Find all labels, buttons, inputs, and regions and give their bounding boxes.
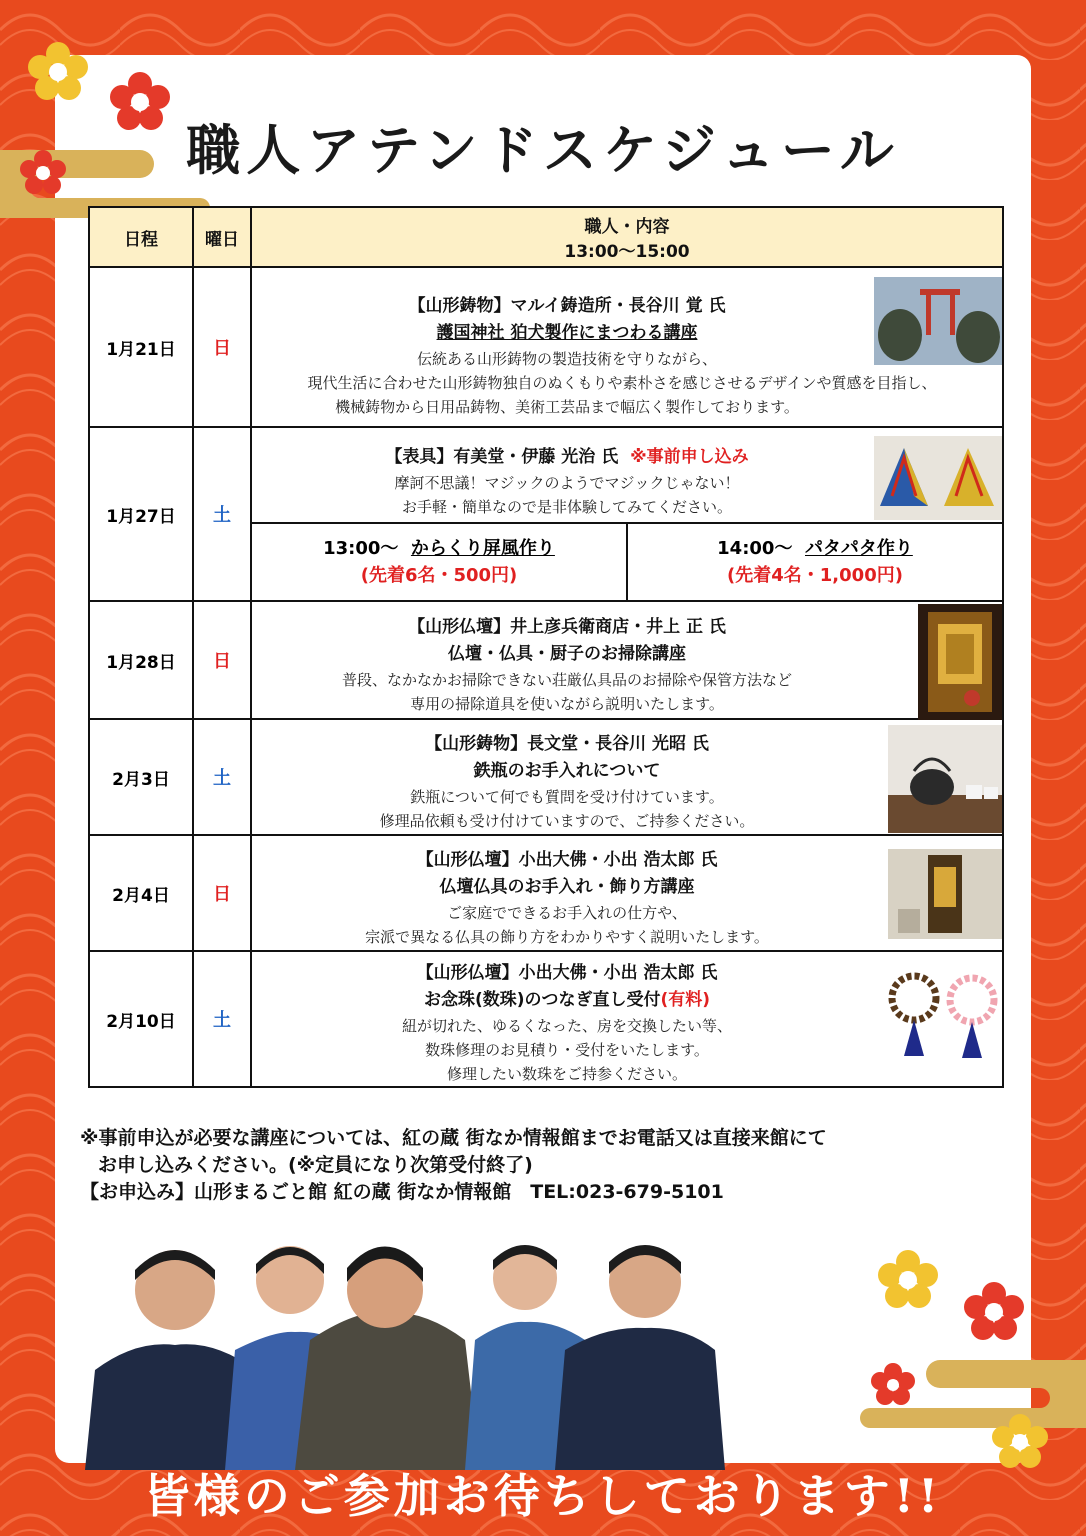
row-line: 宗派で異なる仏具の飾り方をわかりやすく説明いたします。	[365, 928, 769, 946]
craftsmen-group-photo	[85, 1230, 745, 1470]
header-date: 日程	[89, 207, 193, 267]
row-date: 1月28日	[89, 601, 193, 719]
row-date: 2月4日	[89, 835, 193, 951]
page-title: 職人アテンドスケジュール	[186, 118, 900, 182]
note-line: お申し込みください。(※定員になり次第受付終了)	[98, 1154, 533, 1176]
flower-icon	[876, 1248, 940, 1312]
row-date: 1月21日	[89, 267, 193, 427]
butsudan-photo	[918, 604, 1002, 720]
row-day: 日	[193, 267, 251, 427]
row-heading: 【山形鋳物】長文堂・長谷川 光昭 氏	[425, 734, 709, 754]
row-subtitle: 護国神社 狛犬製作にまつわる講座	[436, 323, 698, 343]
session-capacity: (先着4名・1,000円)	[727, 565, 903, 586]
session-name: からくり屏風作り	[410, 538, 555, 559]
row-line: 数珠修理のお見積り・受付をいたします。	[425, 1041, 709, 1059]
row-content	[251, 835, 1003, 951]
row-line: 機械鋳物から日用品鋳物、美術工芸品まで幅広く製作しております。	[335, 398, 799, 416]
table-row	[89, 601, 1003, 719]
row-line: 修理したい数珠をご持参ください。	[446, 1065, 687, 1083]
row-day: 日	[193, 601, 251, 719]
header-content-title: 職人・内容	[584, 217, 670, 237]
altar-photo	[888, 849, 1002, 939]
flower-icon	[870, 1362, 916, 1408]
notes-block	[80, 1125, 1040, 1206]
row-day: 日	[193, 835, 251, 951]
folding-screen-photo	[874, 436, 1002, 520]
session-capacity: (先着6名・500円)	[360, 565, 518, 586]
row-line: お手軽・簡単なので是非体験してみてください。	[401, 497, 732, 516]
reservation-note: ※事前申し込み	[630, 446, 749, 467]
komainu-photo	[874, 277, 1002, 365]
session-name: パタパタ作り	[805, 538, 913, 559]
header-content	[251, 207, 1003, 267]
table-row	[89, 427, 1003, 523]
row-subtitle: 仏壇仏具のお手入れ・飾り方講座	[439, 877, 695, 897]
schedule-table	[88, 206, 1004, 1088]
paid-note: (有料)	[660, 990, 711, 1010]
session-time: 13:00〜	[323, 538, 399, 559]
row-line: 修理品依頼も受け付けていますので、ご持参ください。	[379, 812, 755, 830]
row-day: 土	[193, 719, 251, 835]
row-heading: 【表具】有美堂・伊藤 光治 氏	[385, 446, 619, 467]
contact-line: 【お申込み】山形まるごと館 紅の蔵 街なか情報館 TEL:023-679-5101	[80, 1181, 724, 1203]
session-cell	[627, 524, 1002, 600]
flower-icon	[26, 40, 90, 104]
row-content	[251, 719, 1003, 835]
session-cell	[252, 524, 627, 600]
row-date: 2月10日	[89, 951, 193, 1087]
row-content	[251, 267, 1003, 427]
flower-icon	[962, 1280, 1026, 1344]
row-date: 2月3日	[89, 719, 193, 835]
row-day: 土	[193, 427, 251, 601]
tetsubin-photo	[888, 725, 1002, 833]
row-content	[251, 601, 1003, 719]
row-line: 専用の掃除道具を使いながら説明いたします。	[410, 695, 724, 713]
row-line: 紐が切れた、ゆるくなった、房を交換したい等、	[401, 1017, 732, 1035]
row-heading: 【山形仏壇】小出大佛・小出 浩太郎 氏	[416, 963, 718, 983]
row-date: 1月27日	[89, 427, 193, 601]
row-line: ご家庭でできるお手入れの仕方や、	[447, 904, 687, 922]
row-content	[251, 427, 1003, 523]
row-heading: 【山形仏壇】小出大佛・小出 浩太郎 氏	[416, 850, 718, 870]
table-row	[89, 951, 1003, 1087]
row-heading: 【山形鋳物】マルイ鋳造所・長谷川 覚 氏	[408, 296, 726, 316]
row-line: 鉄瓶について何でも質問を受け付けています。	[410, 788, 724, 806]
row-line: 普段、なかなかお掃除できない荘厳仏具品のお掃除や保管方法など	[341, 671, 792, 689]
table-row	[89, 719, 1003, 835]
row-content	[251, 951, 1003, 1087]
table-row	[89, 835, 1003, 951]
row-line: 摩訶不思議！マジックのようでマジックじゃない！	[394, 473, 740, 492]
session-time: 14:00〜	[717, 538, 793, 559]
row-subtitle: 鉄瓶のお手入れについて	[473, 761, 661, 781]
header-content-time: 13:00〜15:00	[564, 242, 690, 262]
row-line: 伝統ある山形鋳物の製造技術を守りながら、	[416, 350, 717, 368]
table-row	[89, 267, 1003, 427]
row-subtitle: 仏壇・仏具・厨子のお掃除講座	[448, 644, 686, 664]
table-header-row	[89, 207, 1003, 267]
row-line: 現代生活に合わせた山形鋳物独自のぬくもりや素朴さを感じさせるデザインや質感を目指し、	[307, 374, 937, 392]
header-day: 曜日	[193, 207, 251, 267]
row-heading: 【山形仏壇】井上彦兵衛商店・井上 正 氏	[408, 617, 726, 637]
closing-message: 皆様のご参加お待ちしております!!	[143, 1469, 943, 1523]
row-subtitle: お念珠(数珠)のつなぎ直し受付	[423, 990, 661, 1010]
juzu-photo	[884, 968, 1002, 1068]
note-line: ※事前申込が必要な講座については、紅の蔵 街なか情報館までお電話又は直接来館にて	[80, 1127, 827, 1149]
row-day: 土	[193, 951, 251, 1087]
